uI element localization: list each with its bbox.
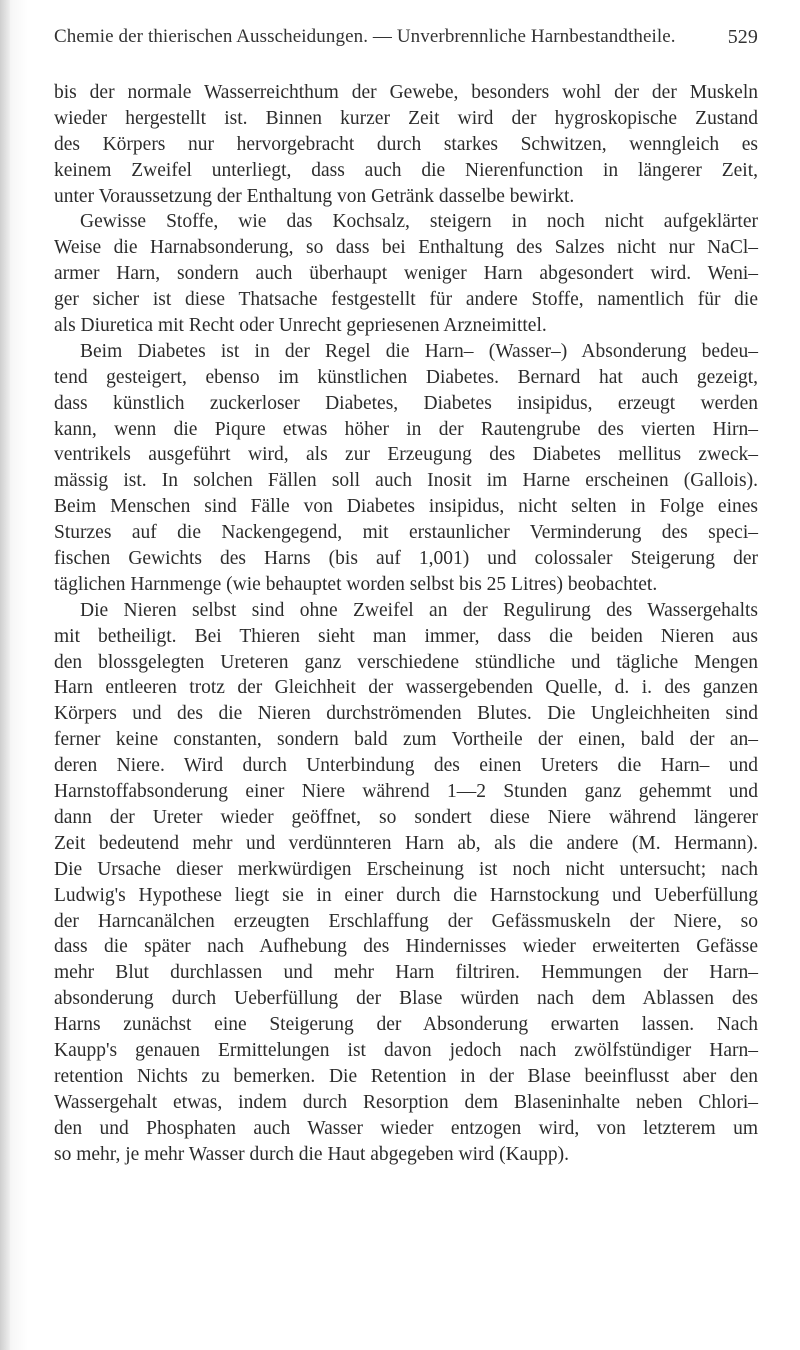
paragraph <box>54 209 758 338</box>
text-line: Zeit bedeutend mehr und verdünnteren Harn ab, als die andere (M. Hermann). <box>54 832 758 854</box>
text-line: Harn entleeren trotz der Gleichheit der wassergebenden Quelle, d. i. des ganzen <box>54 677 758 699</box>
text-line: des Körpers nur hervorgebracht durch starkes Schwitzen, wenngleich es <box>54 133 758 155</box>
text-line: absonderung durch Ueberfüllung der Blase würden nach dem Ablassen des <box>54 988 758 1010</box>
text-line: kann, wenn die Piqure etwas höher in der Rautengrube des vierten Hirn– <box>54 418 758 440</box>
text-line: täglichen Harnmenge (wie behauptet worden selbst bis 25 Litres) beobachtet. <box>54 573 658 595</box>
text-line: dass die später nach Aufhebung des Hindernisses wieder erweiterten Gefässe <box>54 936 758 958</box>
text-line: ventrikels ausgeführt wird, als zur Erzeugung des Diabetes mellitus zweck– <box>54 444 758 466</box>
body-text <box>54 80 758 1167</box>
text-line: Ludwig's Hypothese liegt sie in einer durch die Harnstockung und Ueberfüllung <box>54 884 758 906</box>
text-line: Beim Menschen sind Fälle von Diabetes insipidus, nicht selten in Folge eines <box>54 496 758 518</box>
text-line: Weise die Harnabsonderung, so dass bei Enthaltung des Salzes nicht nur NaCl– <box>54 237 758 259</box>
text-line: dann der Ureter wieder geöffnet, so sondert diese Niere während längerer <box>54 806 758 828</box>
running-title: Chemie der thierischen Ausscheidungen. — Unverbrennliche Harnbestandtheile. <box>54 26 676 47</box>
text-line: tend gesteigert, ebenso im künstlichen Diabetes. Bernard hat auch gezeigt, <box>54 366 758 388</box>
text-line: ferner keine constanten, sondern bald zum Vortheile der einen, bald der an– <box>54 729 758 751</box>
paragraph <box>54 339 758 598</box>
text-line: bis der normale Wasserreichthum der Gewebe, besonders wohl der der Muskeln <box>54 82 758 103</box>
text-line: unter Voraussetzung der Enthaltung von Getränk dasselbe bewirkt. <box>54 185 575 207</box>
text-line: Wassergehalt etwas, indem durch Resorption dem Blaseninhalte neben Chlori– <box>54 1091 758 1113</box>
text-line: der Harncanälchen erzeugten Erschlaffung der Gefässmuskeln der Niere, so <box>54 910 758 932</box>
text-line: Harns zunächst eine Steigerung der Absonderung erwarten lassen. Nach <box>54 1014 758 1036</box>
text-line: als Diuretica mit Recht oder Unrecht gepriesenen Arzneimittel. <box>54 315 547 337</box>
text-line: retention Nichts zu bemerken. Die Retention in der Blase beeinflusst aber den <box>54 1065 758 1087</box>
page-number: 529 <box>727 26 758 48</box>
text-line: wieder hergestellt ist. Binnen kurzer Zeit wird der hygroskopische Zustand <box>54 107 758 129</box>
text-line: mehr Blut durchlassen und mehr Harn filtriren. Hemmungen der Harn– <box>54 962 758 984</box>
text-line: deren Niere. Wird durch Unterbindung des einen Ureters die Harn– und <box>54 755 758 777</box>
text-line: armer Harn, sondern auch überhaupt weniger Harn abgesondert wird. Weni– <box>54 263 758 285</box>
paragraph <box>54 80 758 209</box>
text-line: Kaupp's genauen Ermittelungen ist davon jedoch nach zwölfstündiger Harn– <box>54 1039 758 1061</box>
text-line: Die Ursache dieser merkwürdigen Erscheinung ist noch nicht untersucht; nach <box>54 858 758 880</box>
text-line: keinem Zweifel unterliegt, dass auch die Nierenfunction in längerer Zeit, <box>54 159 758 181</box>
text-line: Sturzes auf die Nackengegend, mit erstaunlicher Verminderung des speci– <box>54 522 758 544</box>
paragraph <box>54 598 758 1168</box>
text-line: Harnstoffabsonderung einer Niere während 1—2 Stunden ganz gehemmt und <box>54 781 758 803</box>
text-line: so mehr, je mehr Wasser durch die Haut abgegeben wird (Kaupp). <box>54 1143 569 1165</box>
text-line: den und Phosphaten auch Wasser wieder entzogen wird, von letzterem um <box>54 1117 758 1139</box>
page-spine-shadow <box>0 0 10 1350</box>
text-line: Die Nieren selbst sind ohne Zweifel an der Regulirung des Wassergehalts <box>80 599 758 621</box>
text-line: Gewisse Stoffe, wie das Kochsalz, steigern in noch nicht aufgeklärter <box>80 211 758 233</box>
text-line: dass künstlich zuckerloser Diabetes, Diabetes insipidus, erzeugt werden <box>54 392 758 414</box>
text-line: den blossgelegten Ureteren ganz verschiedene stündliche und tägliche Mengen <box>54 651 758 673</box>
text-line: mässig ist. In solchen Fällen soll auch Inosit im Harne erscheinen (Gallois). <box>54 470 758 492</box>
text-line: fischen Gewichts des Harns (bis auf 1,001) und colossaler Steigerung der <box>54 548 758 570</box>
text-line: ger sicher ist diese Thatsache festgestellt für andere Stoffe, namentlich für die <box>54 289 758 311</box>
text-line: Körpers und des die Nieren durchströmenden Blutes. Die Ungleichheiten sind <box>54 703 758 725</box>
text-line: mit betheiligt. Bei Thieren sieht man immer, dass die beiden Nieren aus <box>54 625 758 647</box>
text-line: Beim Diabetes ist in der Regel die Harn– (Wasser–) Absonderung bedeu– <box>80 340 758 362</box>
running-head <box>54 22 758 52</box>
